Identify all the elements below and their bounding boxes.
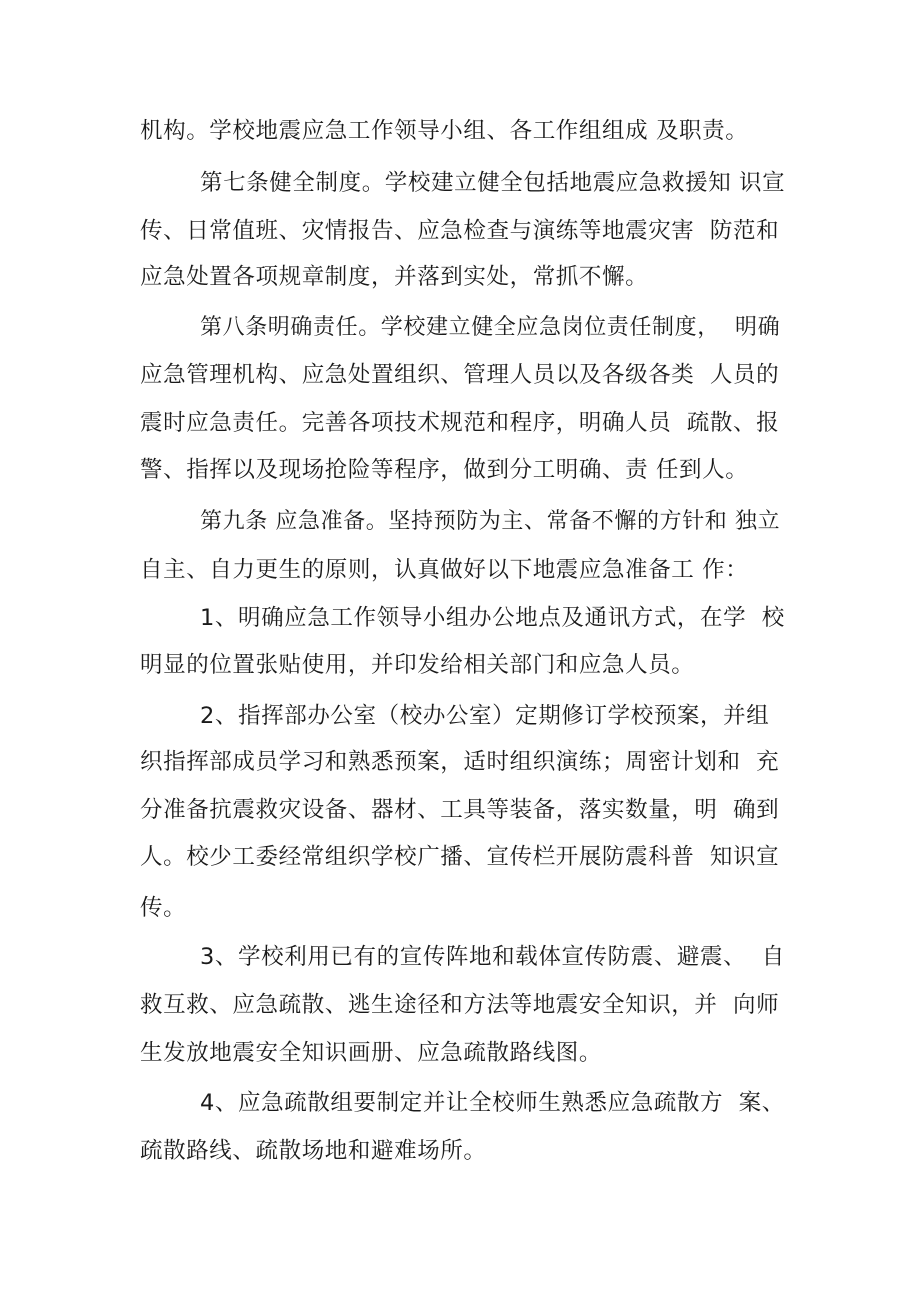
text-line: 人。校少工委经常组织学校广播、宣传栏开展防震科普 知识宣 [140, 844, 780, 870]
text-line: 疏散路线、疏散场地和避难场所。 [140, 1138, 487, 1164]
text-line: 震时应急责任。完善各项技术规范和程序，明确人员 疏散、报 [140, 410, 780, 436]
text-line: 自主、自力更生的原则，认真做好以下地震应急准备工 作： [140, 557, 749, 583]
text-line: 机构。学校地震应急工作领导小组、各工作组组成 及职责。 [140, 118, 749, 144]
text-line: 传、日常值班、灾情报告、应急检查与演练等地震灾害 防范和 [140, 218, 780, 244]
paragraph-article-7: 第七条健全制度。学校建立健全包括地震应急救援知 识宣 [200, 170, 786, 196]
text-line: 救互救、应急疏散、逃生途径和方法等地震安全知识，并 向师 [140, 992, 780, 1018]
text-line: 传。 [140, 895, 187, 921]
paragraph-article-9: 第九条 应急准备。坚持预防为主、常备不懈的方针和 独立 [200, 509, 781, 534]
text-line: 警、指挥以及现场抢险等程序，做到分工明确、责 任到人。 [140, 457, 749, 483]
paragraph-article-8: 第八条明确责任。学校建立健全应急岗位责任制度， 明确 [200, 315, 781, 340]
list-item-4: 4、应急疏散组要制定并让全校师生熟悉应急疏散方 案、 [200, 1090, 785, 1116]
list-item-3: 3、学校利用已有的宣传阵地和载体宣传防震、避震、 自 [200, 944, 785, 970]
text-line: 应急处置各项规章制度，并落到实处，常抓不懈。 [140, 264, 649, 290]
text-line: 应急管理机构、应急处置组织、管理人员以及各级各类 人员的 [140, 362, 780, 388]
text-line: 明显的位置张贴使用，并印发给相关部门和应急人员。 [140, 652, 695, 678]
text-line: 分准备抗震救灾设备、器材、工具等装备，落实数量，明 确到 [140, 797, 780, 823]
list-item-2: 2、指挥部办公室（校办公室）定期修订学校预案，并组 [200, 703, 770, 729]
list-item-1: 1、明确应急工作领导小组办公地点及通讯方式，在学 校 [200, 605, 785, 631]
text-line: 织指挥部成员学习和熟悉预案，适时组织演练；周密计划和 充 [140, 749, 780, 775]
text-line: 生发放地震安全知识画册、应急疏散路线图。 [140, 1040, 603, 1066]
